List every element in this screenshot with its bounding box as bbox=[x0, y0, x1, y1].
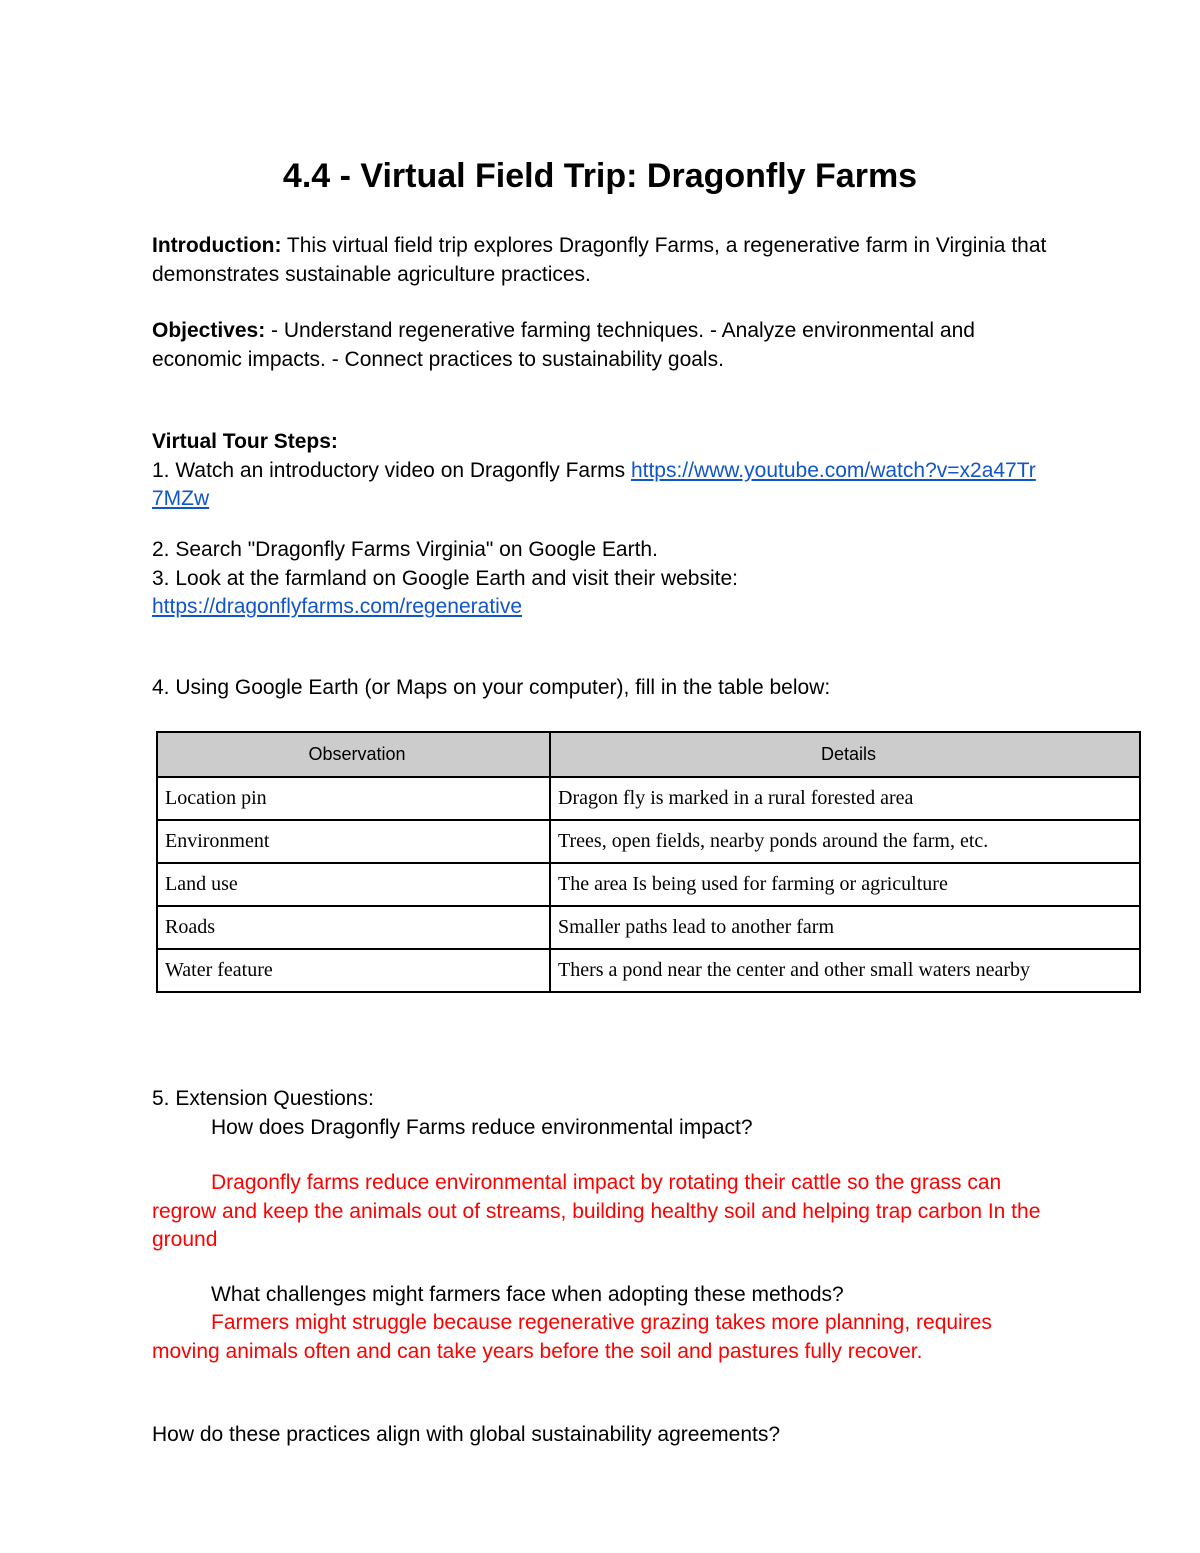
extension-question-3: How do these practices align with global sustainability agreements? bbox=[152, 1423, 781, 1446]
extension-questions-section bbox=[152, 1085, 1052, 1142]
table-cell-observation[interactable]: Water feature bbox=[157, 949, 550, 992]
table-cell-observation[interactable]: Land use bbox=[157, 863, 550, 906]
dragonfly-website-link[interactable]: https://dragonflyfarms.com/regenerative bbox=[152, 595, 523, 618]
introduction-paragraph bbox=[152, 232, 1052, 289]
table-row bbox=[157, 777, 1140, 820]
youtube-video-link[interactable]: https://www.youtube.com/watch?v=x2a47Tr7MZw bbox=[152, 458, 1036, 510]
objectives-text: - Understand regenerative farming techniques. - Analyze environmental and economic impacts. - Connect practices to sustainability goals. bbox=[152, 319, 975, 371]
introduction-text: This virtual field trip explores Dragonfly Farms, a regenerative farm in Virginia that demonstrates sustainable agriculture practices. bbox=[152, 234, 1047, 286]
extension-question-2: What challenges might farmers face when adopting these methods? bbox=[211, 1283, 844, 1306]
table-row bbox=[157, 820, 1140, 863]
tour-step-2: 2. Search "Dragonfly Farms Virginia" on Google Earth. bbox=[152, 538, 658, 561]
table-row bbox=[157, 949, 1140, 992]
table-cell-details[interactable]: Smaller paths lead to another farm bbox=[550, 906, 1140, 949]
table-cell-details[interactable]: Thers a pond near the center and other small waters nearby bbox=[550, 949, 1140, 992]
extension-answer-1: Dragonfly farms reduce environmental impact by rotating their cattle so the grass can regrow and keep the animals out of streams, building healthy soil and helping trap carbon In the ground bbox=[152, 1171, 1041, 1251]
observation-table bbox=[156, 731, 1141, 993]
tour-step-1 bbox=[152, 457, 1042, 514]
extension-question-1: How does Dragonfly Farms reduce environmental impact? bbox=[211, 1115, 753, 1139]
tour-step-3-text: 3. Look at the farmland on Google Earth and visit their website: bbox=[152, 566, 739, 590]
table-cell-details[interactable]: Dragon fly is marked in a rural forested area bbox=[550, 777, 1140, 820]
extension-heading: 5. Extension Questions: bbox=[152, 1087, 374, 1110]
table-header-details: Details bbox=[550, 732, 1140, 777]
table-header-observation: Observation bbox=[157, 732, 550, 777]
objectives-label: Objectives: bbox=[152, 319, 266, 342]
table-row bbox=[157, 863, 1140, 906]
table-cell-observation[interactable]: Environment bbox=[157, 820, 550, 863]
table-cell-details[interactable]: Trees, open fields, nearby ponds around the farm, etc. bbox=[550, 820, 1140, 863]
extension-answer-2: Farmers might struggle because regenerative grazing takes more planning, requires moving animals often and can take years before the soil and pastures fully recover. bbox=[152, 1311, 992, 1363]
tour-step-4: 4. Using Google Earth (or Maps on your computer), fill in the table below: bbox=[152, 676, 831, 699]
table-cell-details[interactable]: The area Is being used for farming or agriculture bbox=[550, 863, 1140, 906]
tour-steps-section bbox=[152, 428, 1052, 514]
tour-steps-heading: Virtual Tour Steps: bbox=[152, 430, 338, 453]
tour-steps-continued bbox=[152, 536, 1052, 622]
introduction-label: Introduction: bbox=[152, 234, 282, 257]
page-title: 4.4 - Virtual Field Trip: Dragonfly Farms bbox=[282, 157, 918, 195]
table-row bbox=[157, 906, 1140, 949]
tour-step-1-text: 1. Watch an introductory video on Dragonfly Farms bbox=[152, 458, 631, 482]
objectives-paragraph bbox=[152, 317, 1052, 374]
table-header-row bbox=[157, 732, 1140, 777]
table-cell-observation[interactable]: Location pin bbox=[157, 777, 550, 820]
table-cell-observation[interactable]: Roads bbox=[157, 906, 550, 949]
extension-question-2-block bbox=[152, 1281, 1052, 1310]
